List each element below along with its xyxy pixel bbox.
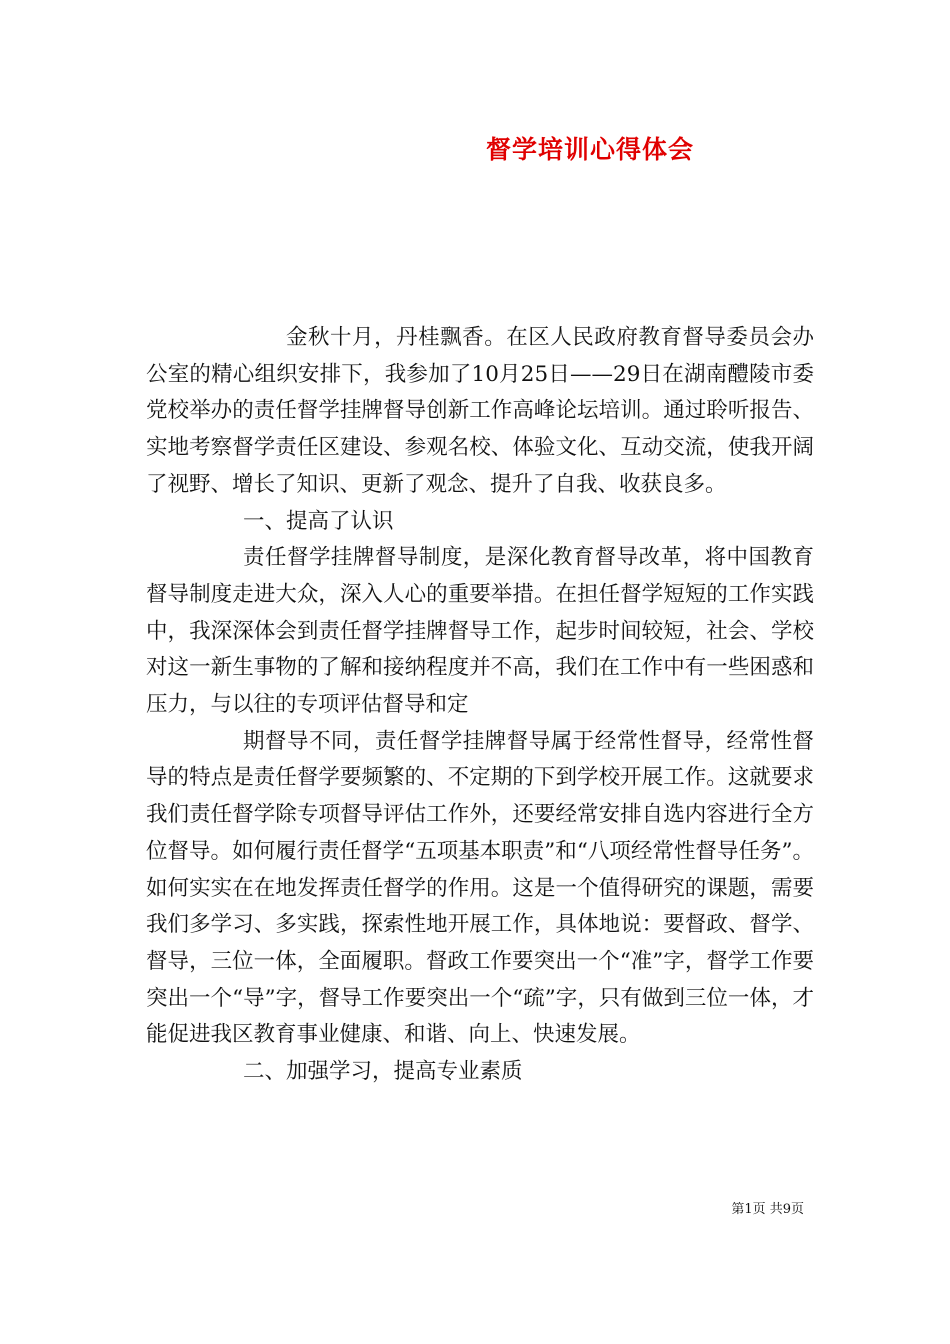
section-heading-1: 一、提高了认识 <box>243 508 394 534</box>
page-number-footer: 第1页 共9页 <box>731 1202 804 1217</box>
paragraph-section-1: 责任督学挂牌督导制度，是深化教育督导改革，将中国教育督导制度走进大众，深入人心的重要举措。在担任督学短短的工作实践中，我深深体会到责任督学挂牌督导工作，起步时间较短，社会、学校对这一新生事物的了解和接纳程度并不高，我们在工作中有一些困惑和压力，与以往的专项评估督导和定 <box>146 545 814 718</box>
section-heading-2: 二、加强学习，提高专业素质 <box>243 1059 523 1085</box>
paragraph-intro: 金秋十月，丹桂飘香。在区人民政府教育督导委员会办公室的精心组织安排下，我参加了10月25日——29日在湖南醴陵市委党校举办的责任督学挂牌督导创新工作高峰论坛培训。通过聆听报告、实地考察督学责任区建设、参观名校、体验文化、互动交流，使我开阔了视野、增长了知识、更新了观念、提升了自我、收获良多。 <box>146 325 814 497</box>
document-title: 督学培训心得体会 <box>485 135 694 164</box>
document-body <box>146 320 814 1091</box>
paragraph-section-1-continued: 期督导不同，责任督学挂牌督导属于经常性督导，经常性督导的特点是责任督学要频繁的、不定期的下到学校开展工作。这就要求我们责任督学除专项督导评估工作外，还要经常安排自选内容进行全方位督导。如何履行责任督学“五项基本职责”和“八项经常性督导任务”。如何实实在在地发挥责任督学的作用。这是一个值得研究的课题，需要我们多学习、多实践，探索性地开展工作，具体地说：要督政、督学、督导，三位一体，全面履职。督政工作要突出一个“准”字，督学工作要突出一个“导”字，督导工作要突出一个“疏”字，只有做到三位一体，才能促进我区教育事业健康、和谐、向上、快速发展。 <box>146 728 814 1048</box>
